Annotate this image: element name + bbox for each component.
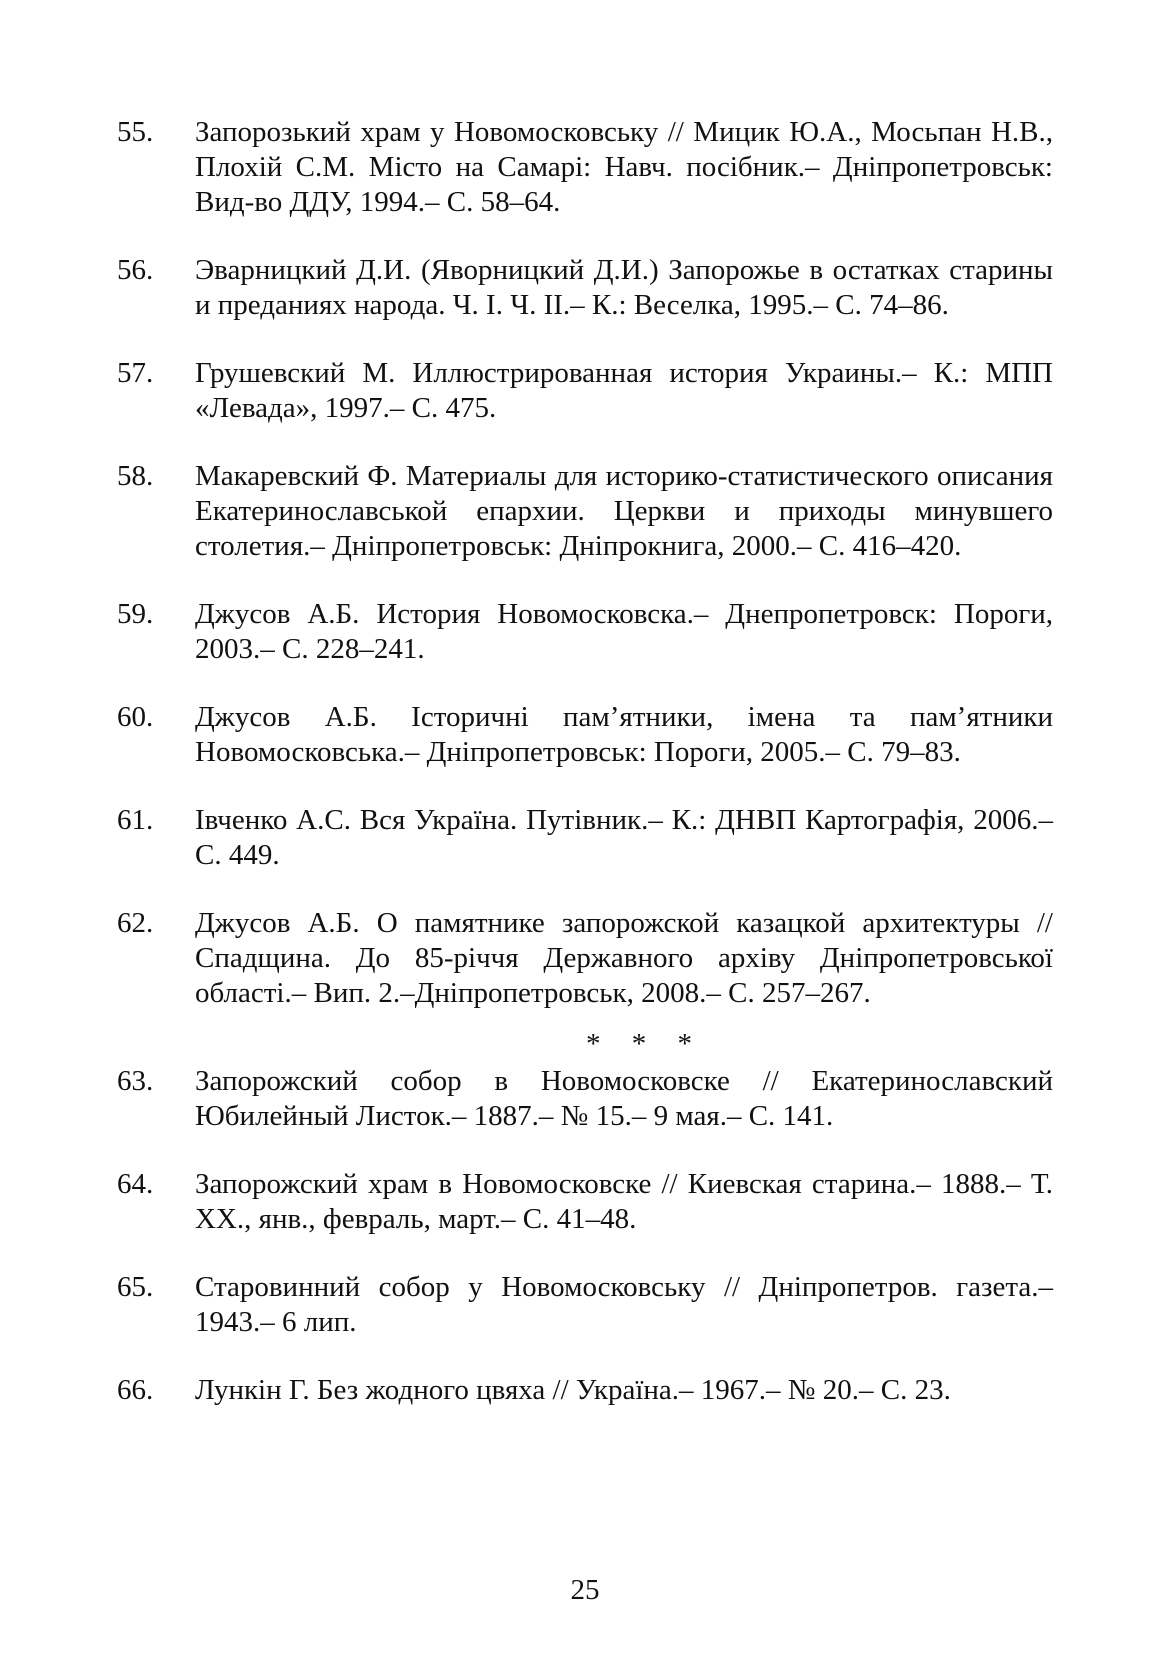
list-item [117, 115, 1053, 220]
page-number: 25 [570, 1574, 600, 1606]
reference-text: Івченко А.С. Вся Україна. Путівник.– К.: ДНВП Картографія, 2006.– С. 449. [195, 804, 1053, 871]
reference-number: 58. [117, 460, 154, 492]
reference-number: 62. [117, 907, 154, 939]
reference-number: 64. [117, 1168, 154, 1200]
reference-number: 60. [117, 701, 154, 733]
list-item [117, 803, 1053, 873]
section-separator: * * * [586, 1028, 704, 1060]
reference-text: Запорожский храм в Новомосковске // Киевская старина.– 1888.– Т. XX., янв., февраль, март.– С. 41–48. [195, 1168, 1053, 1235]
list-item [117, 356, 1053, 426]
reference-text: Запорожский собор в Новомосковске // Екатеринославский Юбилейный Листок.– 1887.– № 15.– 9 мая.– С. 141. [195, 1065, 1053, 1132]
list-item [117, 597, 1053, 667]
reference-text: Запорозький храм у Новомосковську // Мицик Ю.А., Мосьпан Н.В., Плохій С.М. Місто на Самарі: Навч. посібник.– Дніпропетровськ: Вид-во ДДУ, 1994.– С. 58–64. [195, 116, 1053, 218]
reference-number: 63. [117, 1065, 154, 1097]
list-item [117, 1064, 1053, 1134]
reference-list [117, 115, 1053, 1441]
list-item [117, 253, 1053, 323]
reference-text: Джусов А.Б. История Новомосковска.– Днепропетровск: Пороги, 2003.– С. 228–241. [195, 598, 1053, 665]
list-item [117, 1373, 1053, 1408]
list-item [117, 700, 1053, 770]
reference-text: Джусов А.Б. О памятнике запорожской казацкой архитектуры // Спадщина. До 85-річчя Державного архіву Дніпропетровської області.– Вип. 2.–Дніпропетровськ, 2008.– С. 257–267. [195, 907, 1053, 1009]
reference-number: 65. [117, 1271, 154, 1303]
list-item [117, 1167, 1053, 1237]
reference-text: Макаревский Ф. Материалы для историко-статистического описания Екатеринославськой епархии. Церкви и приходы минувшего столетия.– Дніпропетровськ: Дніпрокнига, 2000.– С. 416–420. [195, 460, 1053, 562]
reference-text: Эварницкий Д.И. (Яворницкий Д.И.) Запорожье в остатках старины и преданиях народа. Ч. I. Ч. II.– К.: Веселка, 1995.– С. 74–86. [195, 254, 1053, 321]
reference-text: Старовинний собор у Новомосковську // Дніпропетров. газета.– 1943.– 6 лип. [195, 1271, 1053, 1338]
list-item [117, 906, 1053, 1011]
reference-number: 56. [117, 254, 154, 286]
reference-text: Джусов А.Б. Історичні пам’ятники, імена та пам’ятники Новомосковська.– Дніпропетровськ: Пороги, 2005.– С. 79–83. [195, 701, 1053, 768]
reference-number: 57. [117, 357, 154, 389]
list-item [117, 1270, 1053, 1340]
list-item [117, 459, 1053, 564]
reference-text: Лункін Г. Без жодного цвяха // Україна.– 1967.– № 20.– С. 23. [195, 1374, 951, 1406]
reference-text: Грушевский М. Иллюстрированная история Украины.– К.: МПП «Левада», 1997.– С. 475. [195, 357, 1053, 424]
reference-number: 61. [117, 804, 154, 836]
reference-number: 55. [117, 116, 154, 148]
reference-number: 66. [117, 1374, 154, 1406]
reference-number: 59. [117, 598, 154, 630]
